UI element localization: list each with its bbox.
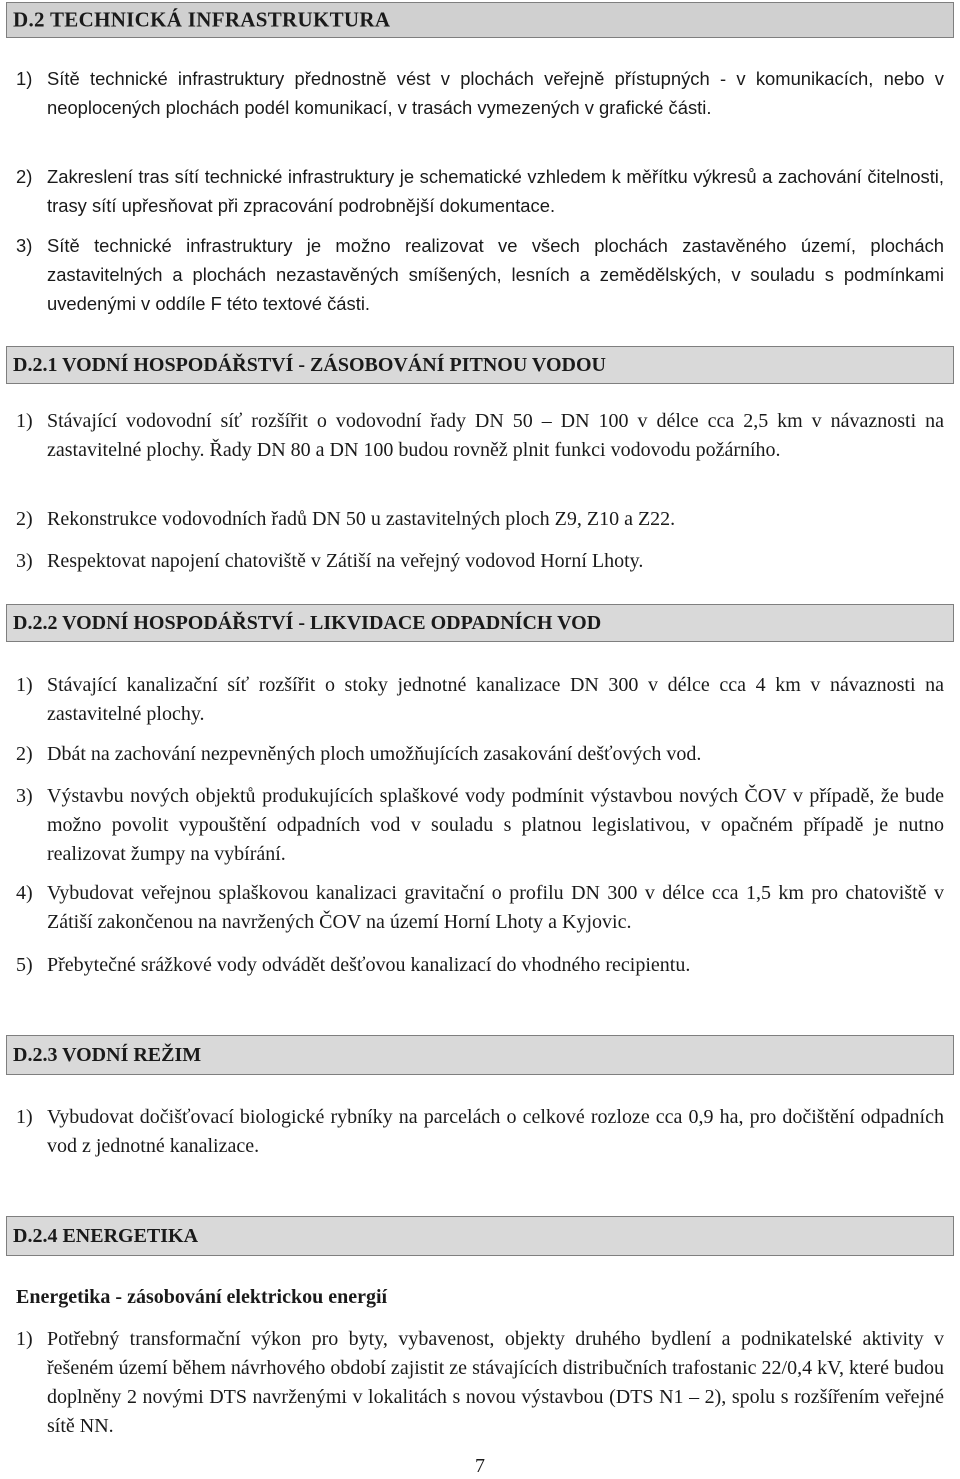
list-item: 2) Dbát na zachování nezpevněných ploch umožňujících zasakování dešťových vod. [16, 743, 702, 765]
list-item: 1) Stávající kanalizační síť rozšířit o stoky jednotné kanalizace DN 300 v délce cca 4 km v návaznosti na zastavitelné plochy. [16, 674, 944, 725]
section-heading-text: D.2 TECHNICKÁ INFRASTRUKTURA [13, 7, 391, 32]
list-item: 1) Potřebný transformační výkon pro byty, vybavenost, objekty druhého bydlení a podnikatelské aktivity v řešeném území během návrhového období zajistit ze stávajících distribučních trafostanic 22/0,4 kV, které budou doplněny 2 novými DTS navrženými v lokalitách s novou výstavbou (DTS N1 – 2), spolu s rozšířením veřejné sítě NN. [16, 1328, 944, 1437]
list-item: 2) Zakreslení tras sítí technické infrastruktury je schematické vzhledem k měřítku výkresů a zachování čitelnosti, trasy sítí upřesňovat při zpracování podrobnější dokumentace. [16, 166, 944, 216]
list-item: 1) Sítě technické infrastruktury přednostně vést v plochách veřejně přístupných - v komunikacích, nebo v neoplocených plochách podél komunikací, v trasách vymezených v grafické části. [16, 68, 944, 118]
list-item: 1) Vybudovat dočišťovací biologické rybníky na parcelách o celkové rozloze cca 0,9 ha, pro dočištění odpadních vod z jednotné kanalizace. [16, 1106, 944, 1157]
list-item: 4) Vybudovat veřejnou splaškovou kanalizaci gravitační o profilu DN 300 v délce cca 1,5 km pro chatoviště v Zátiší zakončenou na navržených ČOV na území Horní Lhoty a Kyjovic. [16, 882, 944, 933]
list-item: 3) Výstavbu nových objektů produkujících splaškové vody podmínit výstavbou nových ČOV v případě, že bude možno povolit vypouštění odpadních vod v souladu s platnou legislativou, v opačném případě je nutno realizovat žumpy na vybírání. [16, 785, 944, 865]
subsection-heading-water-supply: D.2.1 VODNÍ HOSPODÁŘSTVÍ - ZÁSOBOVÁNÍ PITNOU VODOU [6, 346, 954, 384]
energy-subtitle: Energetika - zásobování elektrickou energií [16, 1286, 388, 1308]
list-item: 3) Sítě technické infrastruktury je možno realizovat ve všech plochách zastavěného území, plochách zastavitelných a plochách nezastavěných smíšených, lesních a zemědělských, v souladu s podmínkami uvedenými v oddíle F této textové části. [16, 235, 944, 314]
list-item: 5) Přebytečné srážkové vody odvádět dešťovou kanalizací do vhodného recipientu. [16, 954, 691, 976]
list-item: 3) Respektovat napojení chatoviště v Zátiší na veřejný vodovod Horní Lhoty. [16, 550, 644, 572]
subsection-heading-water-regime: D.2.3 VODNÍ REŽIM [6, 1035, 954, 1075]
list-item: 1) Stávající vodovodní síť rozšířit o vodovodní řady DN 50 – DN 100 v délce cca 2,5 km v návaznosti na zastavitelné plochy. Řady DN 80 a DN 100 budou rovněž plnit funkci vodovodu požárního. [16, 410, 944, 461]
section-heading [6, 2, 954, 38]
list-item: 2) Rekonstrukce vodovodních řadů DN 50 u zastavitelných ploch Z9, Z10 a Z22. [16, 508, 676, 530]
subsection-heading-waste-water: D.2.2 VODNÍ HOSPODÁŘSTVÍ - LIKVIDACE ODPADNÍCH VOD [6, 604, 954, 642]
page-number: 7 [475, 1455, 485, 1477]
subsection-heading-energy: D.2.4 ENERGETIKA [6, 1216, 954, 1256]
